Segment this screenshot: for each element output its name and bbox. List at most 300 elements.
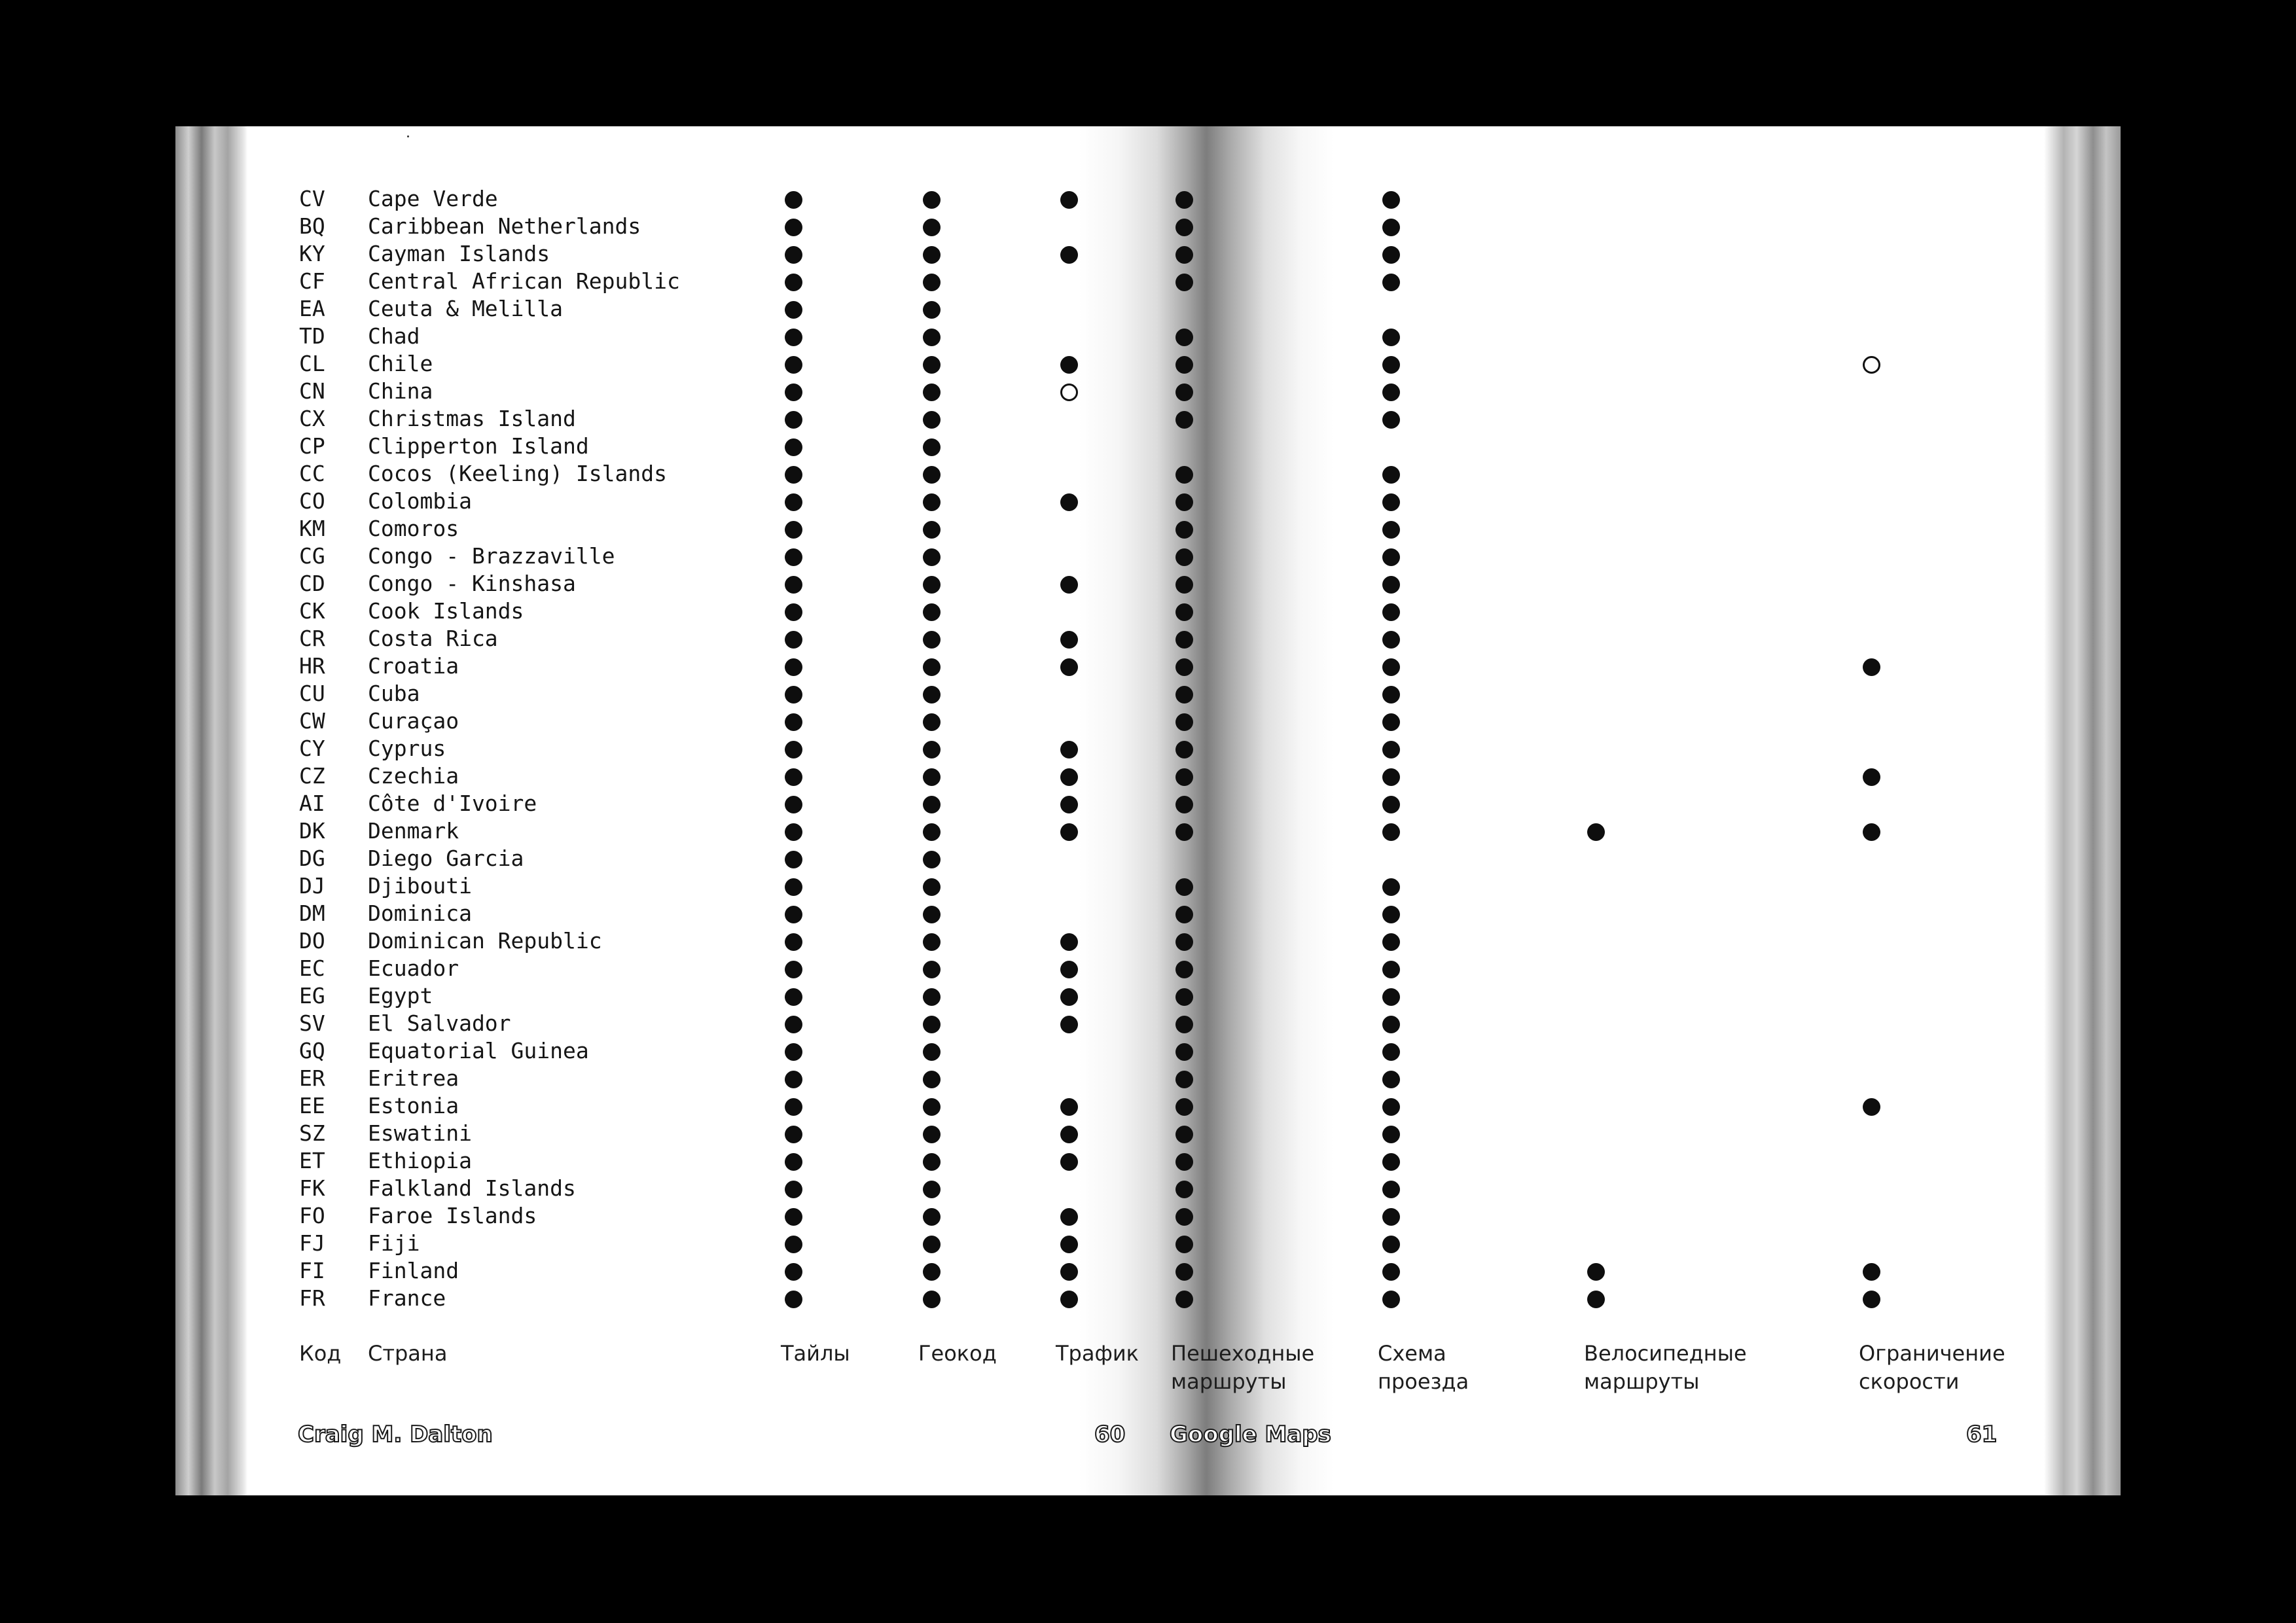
tiles-filled-dot-icon [785,713,802,731]
footer-page-left: 60 [1094,1421,1126,1448]
country-code: CZ [299,763,325,789]
country-code: DJ [299,873,325,899]
table-row [0,1147,2296,1175]
walking-filled-dot-icon [1175,906,1193,923]
country-code: DM [299,901,325,926]
tiles-filled-dot-icon [785,246,802,264]
country-code: FO [299,1203,325,1228]
traffic-filled-dot-icon [1060,1236,1078,1253]
geocode-filled-dot-icon [923,713,941,731]
tiles-filled-dot-icon [785,878,802,896]
table-row [0,240,2296,268]
country-code: CN [299,378,325,404]
table-row [0,680,2296,707]
table-row [0,405,2296,433]
walking-filled-dot-icon [1175,603,1193,621]
country-code: CC [299,461,325,486]
traffic-filled-dot-icon [1060,796,1078,813]
table-row [0,323,2296,350]
country-name: Croatia [368,653,459,679]
country-name: Denmark [368,818,459,844]
tiles-filled-dot-icon [785,906,802,923]
country-name: France [368,1285,446,1311]
header-traffic: Трафик [1056,1341,1139,1366]
country-code: EC [299,955,325,981]
traffic-filled-dot-icon [1060,1153,1078,1171]
country-name: Cayman Islands [368,241,550,266]
driving-filled-dot-icon [1382,521,1400,539]
table-row [0,213,2296,240]
walking-filled-dot-icon [1175,713,1193,731]
driving-filled-dot-icon [1382,1236,1400,1253]
driving-filled-dot-icon [1382,493,1400,511]
country-code: CW [299,708,325,734]
walking-filled-dot-icon [1175,493,1193,511]
geocode-filled-dot-icon [923,438,941,456]
tiles-filled-dot-icon [785,548,802,566]
driving-filled-dot-icon [1382,1263,1400,1281]
table-row [0,735,2296,762]
walking-filled-dot-icon [1175,356,1193,374]
footer-title: Google Maps [1170,1421,1331,1448]
walking-filled-dot-icon [1175,1263,1193,1281]
country-name: Ethiopia [368,1148,472,1173]
geocode-filled-dot-icon [923,1181,941,1198]
driving-filled-dot-icon [1382,1043,1400,1061]
country-name: Eritrea [368,1065,459,1091]
geocode-filled-dot-icon [923,603,941,621]
stray-mark [407,135,409,137]
geocode-filled-dot-icon [923,411,941,429]
country-name: Congo - Brazzaville [368,543,615,569]
table-row [0,1120,2296,1147]
tiles-filled-dot-icon [785,191,802,209]
traffic-filled-dot-icon [1060,1126,1078,1143]
table-row [0,900,2296,927]
cycling-filled-dot-icon [1587,1291,1605,1308]
country-name: China [368,378,433,404]
driving-filled-dot-icon [1382,191,1400,209]
country-code: BQ [299,213,325,239]
tiles-filled-dot-icon [785,1043,802,1061]
geocode-filled-dot-icon [923,741,941,758]
geocode-filled-dot-icon [923,576,941,594]
geocode-filled-dot-icon [923,1153,941,1171]
tiles-filled-dot-icon [785,686,802,704]
country-code: CU [299,681,325,706]
table-row [0,1010,2296,1037]
country-name: Congo - Kinshasa [368,571,576,596]
traffic-filled-dot-icon [1060,1016,1078,1033]
driving-filled-dot-icon [1382,658,1400,676]
country-name: El Salvador [368,1010,511,1036]
table-row [0,488,2296,515]
walking-filled-dot-icon [1175,466,1193,484]
country-name: Central African Republic [368,268,680,294]
country-name: Cook Islands [368,598,524,624]
country-code: AI [299,791,325,816]
walking-filled-dot-icon [1175,1181,1193,1198]
tiles-filled-dot-icon [785,383,802,401]
driving-filled-dot-icon [1382,576,1400,594]
table-row [0,543,2296,570]
table-row [0,707,2296,735]
country-name: Côte d'Ivoire [368,791,537,816]
country-name: Equatorial Guinea [368,1038,589,1063]
footer-author: Craig M. Dalton [298,1421,493,1448]
header-walking: Пешеходные маршруты [1171,1341,1315,1394]
driving-filled-dot-icon [1382,823,1400,841]
country-name: Dominica [368,901,472,926]
geocode-filled-dot-icon [923,191,941,209]
country-code: SZ [299,1120,325,1146]
table-row [0,1037,2296,1065]
table-row [0,1257,2296,1285]
traffic-filled-dot-icon [1060,823,1078,841]
tiles-filled-dot-icon [785,658,802,676]
country-code: DG [299,846,325,871]
speed-limits-filled-dot-icon [1863,1263,1880,1281]
walking-filled-dot-icon [1175,686,1193,704]
tiles-filled-dot-icon [785,438,802,456]
header-code: Код [299,1341,342,1366]
geocode-filled-dot-icon [923,1126,941,1143]
walking-filled-dot-icon [1175,383,1193,401]
country-code: CX [299,406,325,431]
country-code: HR [299,653,325,679]
country-code: SV [299,1010,325,1036]
traffic-filled-dot-icon [1060,1263,1078,1281]
geocode-filled-dot-icon [923,274,941,291]
tiles-filled-dot-icon [785,1208,802,1226]
cycling-filled-dot-icon [1587,823,1605,841]
driving-filled-dot-icon [1382,988,1400,1006]
geocode-filled-dot-icon [923,686,941,704]
table-row [0,378,2296,405]
geocode-filled-dot-icon [923,548,941,566]
table-row [0,460,2296,488]
table-row [0,1065,2296,1092]
driving-filled-dot-icon [1382,274,1400,291]
country-code: DK [299,818,325,844]
geocode-filled-dot-icon [923,988,941,1006]
country-code: FR [299,1285,325,1311]
country-code: CR [299,626,325,651]
tiles-filled-dot-icon [785,603,802,621]
geocode-filled-dot-icon [923,329,941,346]
traffic-filled-dot-icon [1060,191,1078,209]
country-code: CV [299,186,325,211]
walking-filled-dot-icon [1175,1291,1193,1308]
country-code: DO [299,928,325,954]
geocode-filled-dot-icon [923,961,941,978]
country-code: TD [299,323,325,349]
tiles-filled-dot-icon [785,631,802,649]
driving-filled-dot-icon [1382,1016,1400,1033]
country-code: FI [299,1258,325,1283]
table-row [0,652,2296,680]
table-row [0,1175,2296,1202]
speed-limits-filled-dot-icon [1863,768,1880,786]
country-code: CP [299,433,325,459]
tiles-filled-dot-icon [785,493,802,511]
country-name: Christmas Island [368,406,576,431]
country-name: Faroe Islands [368,1203,537,1228]
geocode-filled-dot-icon [923,383,941,401]
table-row [0,268,2296,295]
driving-filled-dot-icon [1382,796,1400,813]
walking-filled-dot-icon [1175,329,1193,346]
tiles-filled-dot-icon [785,356,802,374]
driving-filled-dot-icon [1382,329,1400,346]
table-row [0,982,2296,1010]
traffic-filled-dot-icon [1060,246,1078,264]
tiles-filled-dot-icon [785,1071,802,1088]
tiles-filled-dot-icon [785,988,802,1006]
country-code: CO [299,488,325,514]
geocode-filled-dot-icon [923,933,941,951]
walking-filled-dot-icon [1175,933,1193,951]
country-name: Chad [368,323,420,349]
driving-filled-dot-icon [1382,933,1400,951]
table-row [0,185,2296,213]
country-name: Estonia [368,1093,459,1118]
speed-limits-open-circle-icon [1863,356,1880,374]
speed-limits-filled-dot-icon [1863,823,1880,841]
walking-filled-dot-icon [1175,796,1193,813]
country-code: KY [299,241,325,266]
tiles-filled-dot-icon [785,796,802,813]
walking-filled-dot-icon [1175,961,1193,978]
walking-filled-dot-icon [1175,741,1193,758]
header-tiles: Тайлы [781,1341,850,1366]
header-country: Страна [368,1341,448,1366]
driving-filled-dot-icon [1382,383,1400,401]
traffic-filled-dot-icon [1060,1291,1078,1308]
country-code: GQ [299,1038,325,1063]
driving-filled-dot-icon [1382,961,1400,978]
footer-page-right: 61 [1966,1421,1998,1448]
geocode-filled-dot-icon [923,301,941,319]
walking-filled-dot-icon [1175,823,1193,841]
table-row [0,433,2296,460]
traffic-filled-dot-icon [1060,961,1078,978]
driving-filled-dot-icon [1382,1181,1400,1198]
country-code: ER [299,1065,325,1091]
table-row [0,1285,2296,1312]
walking-filled-dot-icon [1175,768,1193,786]
tiles-filled-dot-icon [785,823,802,841]
country-name: Caribbean Netherlands [368,213,641,239]
driving-filled-dot-icon [1382,466,1400,484]
geocode-filled-dot-icon [923,658,941,676]
geocode-filled-dot-icon [923,1016,941,1033]
walking-filled-dot-icon [1175,521,1193,539]
country-name: Egypt [368,983,433,1008]
table-row [0,762,2296,790]
tiles-filled-dot-icon [785,1236,802,1253]
tiles-filled-dot-icon [785,768,802,786]
geocode-filled-dot-icon [923,878,941,896]
table-row [0,625,2296,652]
walking-filled-dot-icon [1175,1098,1193,1116]
geocode-filled-dot-icon [923,1071,941,1088]
header-driving: Схема проезда [1378,1341,1469,1394]
geocode-filled-dot-icon [923,1236,941,1253]
country-code: EA [299,296,325,321]
geocode-filled-dot-icon [923,466,941,484]
driving-filled-dot-icon [1382,1153,1400,1171]
country-code: EG [299,983,325,1008]
driving-filled-dot-icon [1382,686,1400,704]
driving-filled-dot-icon [1382,1291,1400,1308]
tiles-filled-dot-icon [785,521,802,539]
walking-filled-dot-icon [1175,1208,1193,1226]
traffic-filled-dot-icon [1060,658,1078,676]
country-code: CL [299,351,325,376]
geocode-filled-dot-icon [923,246,941,264]
country-name: Cape Verde [368,186,498,211]
country-code: FK [299,1175,325,1201]
tiles-filled-dot-icon [785,1153,802,1171]
traffic-filled-dot-icon [1060,933,1078,951]
country-code: CF [299,268,325,294]
geocode-filled-dot-icon [923,1291,941,1308]
driving-filled-dot-icon [1382,1071,1400,1088]
walking-filled-dot-icon [1175,1153,1193,1171]
geocode-filled-dot-icon [923,906,941,923]
country-name: Ceuta & Melilla [368,296,564,321]
tiles-filled-dot-icon [785,961,802,978]
country-code: EE [299,1093,325,1118]
geocode-filled-dot-icon [923,1208,941,1226]
country-name: Finland [368,1258,459,1283]
table-row [0,790,2296,817]
tiles-filled-dot-icon [785,1126,802,1143]
walking-filled-dot-icon [1175,1071,1193,1088]
traffic-open-circle-icon [1060,383,1078,401]
geocode-filled-dot-icon [923,851,941,868]
country-name: Cuba [368,681,420,706]
geocode-filled-dot-icon [923,1098,941,1116]
tiles-filled-dot-icon [785,274,802,291]
tiles-filled-dot-icon [785,1016,802,1033]
country-code: CG [299,543,325,569]
header-geocode: Геокод [918,1341,997,1366]
header-speed-limits: Ограничение скорости [1859,1341,2005,1394]
country-name: Costa Rica [368,626,498,651]
country-name: Dominican Republic [368,928,602,954]
geocode-filled-dot-icon [923,796,941,813]
table-row [0,1092,2296,1120]
driving-filled-dot-icon [1382,603,1400,621]
country-name: Czechia [368,763,459,789]
country-code: CY [299,736,325,761]
table-row [0,955,2296,982]
country-name: Fiji [368,1230,420,1256]
walking-filled-dot-icon [1175,878,1193,896]
driving-filled-dot-icon [1382,631,1400,649]
tiles-filled-dot-icon [785,576,802,594]
speed-limits-filled-dot-icon [1863,1098,1880,1116]
driving-filled-dot-icon [1382,878,1400,896]
geocode-filled-dot-icon [923,631,941,649]
driving-filled-dot-icon [1382,1208,1400,1226]
table-row [0,817,2296,845]
driving-filled-dot-icon [1382,411,1400,429]
driving-filled-dot-icon [1382,548,1400,566]
country-name: Comoros [368,516,459,541]
tiles-filled-dot-icon [785,741,802,758]
tiles-filled-dot-icon [785,301,802,319]
tiles-filled-dot-icon [785,933,802,951]
table-row [0,570,2296,597]
speed-limits-filled-dot-icon [1863,658,1880,676]
country-code: ET [299,1148,325,1173]
walking-filled-dot-icon [1175,219,1193,236]
table-row [0,927,2296,955]
table-row [0,597,2296,625]
walking-filled-dot-icon [1175,1043,1193,1061]
country-name: Diego Garcia [368,846,524,871]
cycling-filled-dot-icon [1587,1263,1605,1281]
country-name: Chile [368,351,433,376]
walking-filled-dot-icon [1175,274,1193,291]
walking-filled-dot-icon [1175,1236,1193,1253]
tiles-filled-dot-icon [785,329,802,346]
driving-filled-dot-icon [1382,219,1400,236]
walking-filled-dot-icon [1175,548,1193,566]
table-row [0,515,2296,543]
walking-filled-dot-icon [1175,246,1193,264]
speed-limits-filled-dot-icon [1863,1291,1880,1308]
traffic-filled-dot-icon [1060,768,1078,786]
country-code: CD [299,571,325,596]
tiles-filled-dot-icon [785,1263,802,1281]
walking-filled-dot-icon [1175,658,1193,676]
walking-filled-dot-icon [1175,988,1193,1006]
table-row [0,350,2296,378]
traffic-filled-dot-icon [1060,741,1078,758]
country-name: Cocos (Keeling) Islands [368,461,667,486]
country-code: KM [299,516,325,541]
tiles-filled-dot-icon [785,219,802,236]
walking-filled-dot-icon [1175,576,1193,594]
tiles-filled-dot-icon [785,411,802,429]
geocode-filled-dot-icon [923,768,941,786]
country-name: Eswatini [368,1120,472,1146]
driving-filled-dot-icon [1382,741,1400,758]
walking-filled-dot-icon [1175,631,1193,649]
table-row [0,1230,2296,1257]
traffic-filled-dot-icon [1060,356,1078,374]
traffic-filled-dot-icon [1060,631,1078,649]
country-name: Cyprus [368,736,446,761]
tiles-filled-dot-icon [785,1181,802,1198]
driving-filled-dot-icon [1382,1126,1400,1143]
driving-filled-dot-icon [1382,713,1400,731]
traffic-filled-dot-icon [1060,1098,1078,1116]
walking-filled-dot-icon [1175,411,1193,429]
driving-filled-dot-icon [1382,1098,1400,1116]
driving-filled-dot-icon [1382,356,1400,374]
tiles-filled-dot-icon [785,466,802,484]
country-name: Falkland Islands [368,1175,576,1201]
traffic-filled-dot-icon [1060,576,1078,594]
header-cycling: Велосипедные маршруты [1584,1341,1747,1394]
table-row [0,845,2296,872]
table-row [0,295,2296,323]
